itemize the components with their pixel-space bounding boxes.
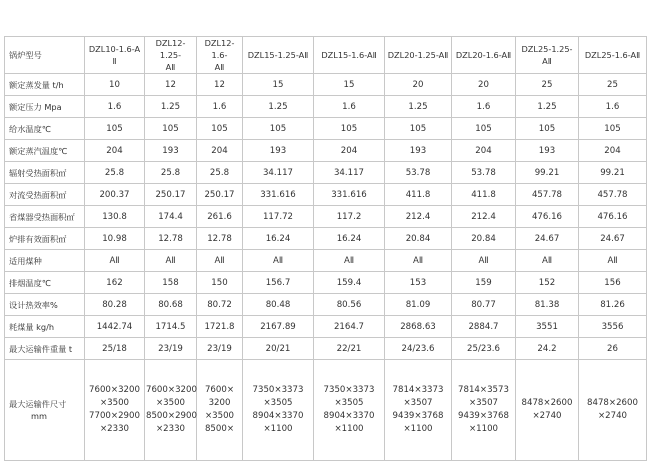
size-cell (516, 360, 579, 461)
cell-line: ×2740 (597, 411, 628, 421)
cell-line: AⅡ (165, 62, 176, 72)
cell-line: 7600×3200 (146, 385, 197, 395)
table-cell: 1.25 (385, 96, 452, 118)
table-cell: 22/21 (314, 338, 385, 360)
table-cell: 156.7 (243, 272, 314, 294)
table-cell: 3551 (516, 316, 579, 338)
table-cell: 1.25 (243, 96, 314, 118)
table-cell: 20.84 (452, 228, 516, 250)
row-label: 省煤器受热面积㎡ (5, 206, 85, 228)
cell-line: 7700×2900 (89, 411, 140, 421)
table-cell: 1.6 (314, 96, 385, 118)
cell-line: ×3507 (403, 398, 433, 408)
table-cell: 158 (145, 272, 197, 294)
cell-line: ×3507 (468, 398, 499, 408)
table-cell: 105 (197, 118, 243, 140)
row-label: 最大运输件重量 t (5, 338, 85, 360)
cell-line: 最大运输件尺寸 (9, 399, 67, 409)
table-cell: 81.09 (385, 294, 452, 316)
cell-line: 3200 (208, 398, 231, 408)
header-model-cell (243, 37, 314, 74)
cell-line: 8904×3370 (252, 411, 304, 421)
cell-line: 9439×3768 (392, 411, 444, 421)
table-cell: 20 (452, 74, 516, 96)
table-row (5, 140, 647, 162)
table-cell: 476.16 (579, 206, 647, 228)
table-cell: 23/19 (197, 338, 243, 360)
table-cell: 80.48 (243, 294, 314, 316)
table-cell: 162 (85, 272, 145, 294)
table-cell: 12 (145, 74, 197, 96)
size-cell (145, 360, 197, 461)
table-cell: 212.4 (452, 206, 516, 228)
table-row (5, 272, 647, 294)
table-cell: 99.21 (516, 162, 579, 184)
table-cell: 15 (243, 74, 314, 96)
table-cell: AⅡ (197, 250, 243, 272)
size-cell (197, 360, 243, 461)
row-label: 设计热效率% (5, 294, 85, 316)
cell-line: 8478×2600 (521, 398, 573, 408)
table-cell: 193 (243, 140, 314, 162)
table-cell: 2884.7 (452, 316, 516, 338)
table-cell: 2167.89 (243, 316, 314, 338)
table-cell: 105 (385, 118, 452, 140)
table-cell: 250.17 (197, 184, 243, 206)
size-row-label (5, 360, 85, 461)
table-cell: 105 (314, 118, 385, 140)
table-cell: 25/23.6 (452, 338, 516, 360)
table-cell: 331.616 (243, 184, 314, 206)
table-cell: 1.6 (197, 96, 243, 118)
cell-line: ×3505 (334, 398, 364, 408)
table-cell: 105 (85, 118, 145, 140)
table-cell: 80.28 (85, 294, 145, 316)
table-cell: 81.26 (579, 294, 647, 316)
table-cell: 80.72 (197, 294, 243, 316)
table-cell: 1714.5 (145, 316, 197, 338)
cell-line: DZL20-1.6-AⅡ (455, 50, 512, 60)
cell-line: ×1100 (468, 424, 499, 434)
table-cell: 24/23.6 (385, 338, 452, 360)
table-cell: 159 (452, 272, 516, 294)
table-cell: 2164.7 (314, 316, 385, 338)
table-cell: 117.2 (314, 206, 385, 228)
table-cell: 1.25 (145, 96, 197, 118)
cell-line: 9439×3768 (458, 411, 509, 421)
table-row (5, 74, 647, 96)
table-cell: 250.17 (145, 184, 197, 206)
cell-line: DZL15-1.6-AⅡ (321, 50, 377, 60)
table-cell: 34.117 (243, 162, 314, 184)
table-row (5, 250, 647, 272)
cell-line: 8478×2600 (587, 398, 638, 408)
row-label: 额定蒸汽温度℃ (5, 140, 85, 162)
table-cell: 25 (579, 74, 647, 96)
header-model-cell (197, 37, 243, 74)
cell-line: DZL20-1.25-AⅡ (387, 50, 449, 60)
table-cell: 193 (516, 140, 579, 162)
table-cell: 80.56 (314, 294, 385, 316)
table-cell: 117.72 (243, 206, 314, 228)
size-cell (452, 360, 516, 461)
header-model-cell (452, 37, 516, 74)
table-cell: 1721.8 (197, 316, 243, 338)
cell-line: 7600× (204, 385, 235, 395)
table-row (5, 228, 647, 250)
cell-line: ×3505 (263, 398, 293, 408)
table-row (5, 206, 647, 228)
table-cell: AⅡ (243, 250, 314, 272)
cell-line: DZL25-1.6-AⅡ (584, 50, 641, 60)
cell-line: DZL15-1.25-AⅡ (247, 50, 309, 60)
table-cell: 1.6 (579, 96, 647, 118)
size-cell (85, 360, 145, 461)
table-cell: 105 (516, 118, 579, 140)
table-cell: 193 (145, 140, 197, 162)
table-cell: AⅡ (385, 250, 452, 272)
table-cell: 476.16 (516, 206, 579, 228)
table-cell: 204 (197, 140, 243, 162)
table-cell: 150 (197, 272, 243, 294)
table-row (5, 118, 647, 140)
table-cell: 200.37 (85, 184, 145, 206)
row-label: 耗煤量 kg/h (5, 316, 85, 338)
table-cell: 10.98 (85, 228, 145, 250)
table-cell: 12 (197, 74, 243, 96)
table-cell: 331.616 (314, 184, 385, 206)
row-label: 辐射受热面积㎡ (5, 162, 85, 184)
table-row (5, 316, 647, 338)
size-cell (385, 360, 452, 461)
cell-line: DZL12-1.6- (204, 38, 235, 60)
table-cell: 153 (385, 272, 452, 294)
table-cell: 23/19 (145, 338, 197, 360)
cell-line: Ⅱ (112, 56, 117, 66)
row-label: 给水温度℃ (5, 118, 85, 140)
cell-line: 7600×3200 (89, 385, 140, 395)
table-cell: 204 (314, 140, 385, 162)
cell-line: DZL12-1.25- (155, 38, 186, 60)
table-cell: 156 (579, 272, 647, 294)
cell-line: ×1100 (334, 424, 364, 434)
table-cell: 24.67 (579, 228, 647, 250)
table-cell: 24.67 (516, 228, 579, 250)
row-label: 额定蒸发量 t/h (5, 74, 85, 96)
table-cell: 204 (452, 140, 516, 162)
table-cell: 25/18 (85, 338, 145, 360)
table-cell: 159.4 (314, 272, 385, 294)
table-row (5, 338, 647, 360)
table-cell: 105 (243, 118, 314, 140)
cell-line: ×1100 (263, 424, 293, 434)
cell-line: 7814×3373 (392, 385, 444, 395)
table-cell: 411.8 (385, 184, 452, 206)
row-label: 额定压力 Mpa (5, 96, 85, 118)
table-cell: 53.78 (385, 162, 452, 184)
header-model-cell (385, 37, 452, 74)
size-cell (579, 360, 647, 461)
table-cell: 15 (314, 74, 385, 96)
table-cell: 12.78 (145, 228, 197, 250)
table-cell: 105 (452, 118, 516, 140)
table-cell: 25.8 (85, 162, 145, 184)
spec-table-body (5, 37, 647, 461)
cell-line: ×3500 (204, 411, 235, 421)
table-cell: 2868.63 (385, 316, 452, 338)
table-row (5, 184, 647, 206)
table-cell: 20 (385, 74, 452, 96)
table-cell: 16.24 (243, 228, 314, 250)
table-cell: 193 (385, 140, 452, 162)
row-label: 炉排有效面积㎡ (5, 228, 85, 250)
table-cell: 457.78 (579, 184, 647, 206)
table-cell: 411.8 (452, 184, 516, 206)
table-cell: 80.68 (145, 294, 197, 316)
table-cell: 25 (516, 74, 579, 96)
cell-line: AⅡ (214, 62, 225, 72)
table-cell: 457.78 (516, 184, 579, 206)
table-cell: 80.77 (452, 294, 516, 316)
size-row (5, 360, 647, 461)
cell-line: 7350×3373 (252, 385, 304, 395)
table-cell: 105 (579, 118, 647, 140)
table-cell: 174.4 (145, 206, 197, 228)
table-cell: 25.8 (145, 162, 197, 184)
spec-table-container (4, 36, 641, 461)
cell-line: ×3500 (155, 398, 186, 408)
table-cell: 20/21 (243, 338, 314, 360)
table-cell: 12.78 (197, 228, 243, 250)
table-row (5, 96, 647, 118)
cell-line: 7350×3373 (323, 385, 375, 395)
table-cell: 1442.74 (85, 316, 145, 338)
table-cell: 16.24 (314, 228, 385, 250)
cell-line: DZL10-1.6-A (88, 44, 141, 54)
table-cell: 1.25 (516, 96, 579, 118)
table-cell: 34.117 (314, 162, 385, 184)
table-cell: 261.6 (197, 206, 243, 228)
table-cell: AⅡ (579, 250, 647, 272)
table-row (5, 294, 647, 316)
size-cell (243, 360, 314, 461)
row-label: 适用煤种 (5, 250, 85, 272)
table-cell: 10 (85, 74, 145, 96)
header-row (5, 37, 647, 74)
cell-line: mm (31, 411, 47, 421)
table-cell: AⅡ (452, 250, 516, 272)
table-cell: AⅡ (145, 250, 197, 272)
table-cell: 3556 (579, 316, 647, 338)
table-cell: AⅡ (516, 250, 579, 272)
cell-line: ×2330 (99, 424, 130, 434)
table-cell: 99.21 (579, 162, 647, 184)
table-cell: 1.6 (85, 96, 145, 118)
table-cell: 26 (579, 338, 647, 360)
boiler-spec-table (4, 36, 647, 461)
table-cell: 212.4 (385, 206, 452, 228)
size-cell (314, 360, 385, 461)
table-cell: 81.38 (516, 294, 579, 316)
cell-line: DZL25-1.25-AⅡ (521, 44, 573, 66)
table-cell: 130.8 (85, 206, 145, 228)
cell-line: ×2330 (155, 424, 186, 434)
cell-line: ×1100 (403, 424, 433, 434)
table-cell: 24.2 (516, 338, 579, 360)
table-cell: 105 (145, 118, 197, 140)
header-model-cell (579, 37, 647, 74)
table-cell: 1.6 (452, 96, 516, 118)
table-cell: 204 (579, 140, 647, 162)
header-model-cell (516, 37, 579, 74)
table-cell: 25.8 (197, 162, 243, 184)
table-cell: AⅡ (314, 250, 385, 272)
cell-line: 8500×2900 (146, 411, 197, 421)
cell-line: 8904×3370 (323, 411, 375, 421)
header-label: 锅炉型号 (5, 37, 85, 74)
cell-line: ×3500 (99, 398, 130, 408)
table-cell: 20.84 (385, 228, 452, 250)
row-label: 对流受热面积㎡ (5, 184, 85, 206)
header-model-cell (85, 37, 145, 74)
cell-line: ×2740 (532, 411, 562, 421)
row-label: 排烟温度℃ (5, 272, 85, 294)
table-cell: AⅡ (85, 250, 145, 272)
table-cell: 53.78 (452, 162, 516, 184)
header-model-cell (314, 37, 385, 74)
header-model-cell (145, 37, 197, 74)
table-row (5, 162, 647, 184)
table-cell: 152 (516, 272, 579, 294)
table-cell: 204 (85, 140, 145, 162)
cell-line: 7814×3573 (458, 385, 509, 395)
cell-line: 8500× (204, 424, 235, 434)
